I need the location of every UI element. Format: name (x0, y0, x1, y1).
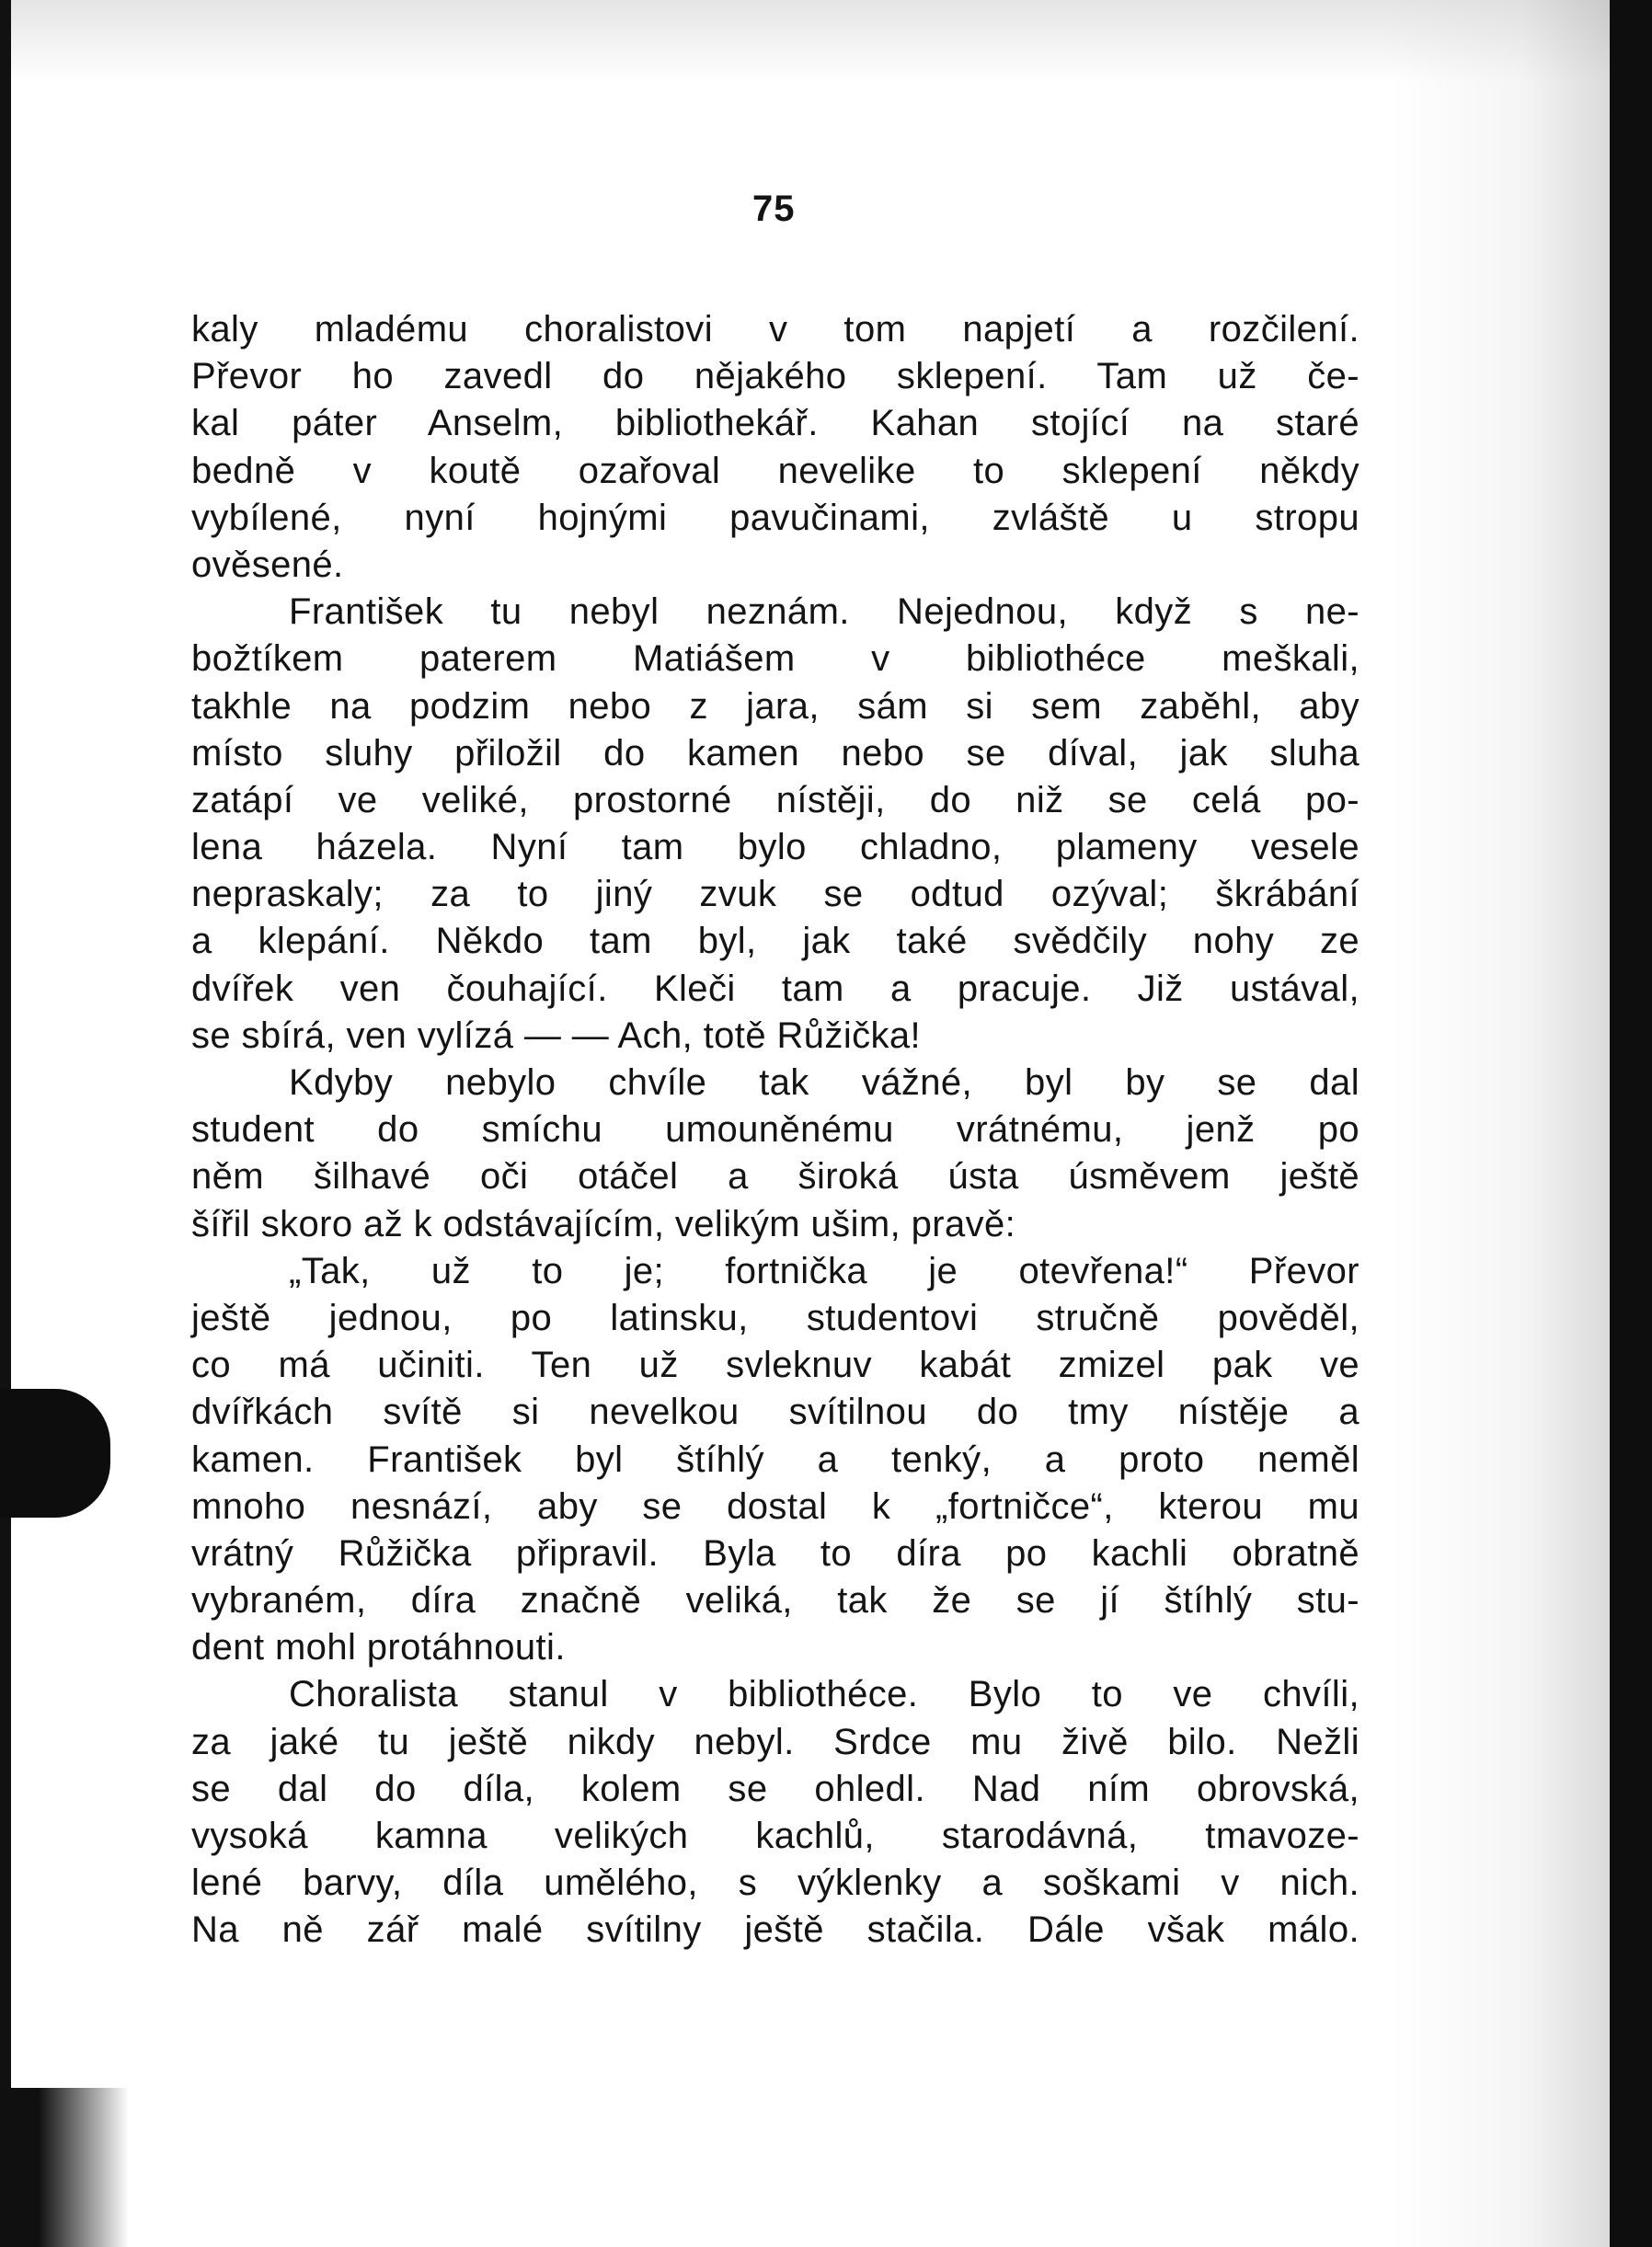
text-line: dvířek ven čouhající. Kleči tam a pracuje. Již ustával, (191, 968, 1359, 1009)
text-line: kaly mladému choralistovi v tom napjetí a rozčilení. (191, 309, 1359, 350)
text-line: dent mohl protáhnouti. (191, 1627, 566, 1668)
text-line: kal páter Anselm, bibliothekář. Kahan stojící na staré (191, 403, 1359, 444)
text-line: „Tak, už to je; fortnička je otevřena!“ Převor (289, 1250, 1359, 1291)
text-line: ověsené. (191, 544, 344, 585)
text-line: dvířkách svítě si nevelkou svítilnou do tmy nístěje a (191, 1392, 1359, 1433)
text-line: František tu nebyl neznám. Nejednou, když s ne- (289, 591, 1359, 633)
text-line: za jaké tu ještě nikdy nebyl. Srdce mu živě bilo. Nežli (191, 1721, 1359, 1762)
scan-shadow-bottom-left (0, 2088, 129, 2247)
text-line: vybílené, nyní hojnými pavučinami, zvláště u stropu (191, 497, 1359, 538)
text-line: lena házela. Nyní tam bylo chladno, plameny vesele (191, 827, 1359, 868)
text-line: Na ně zář malé svítilny ještě stačila. Dále však málo. (191, 1909, 1359, 1951)
text-line: zatápí ve veliké, prostorné nístěji, do niž se celá po- (191, 779, 1359, 820)
scan-shadow-right (1610, 0, 1652, 2247)
text-line: šířil skoro až k odstávajícím, velikým ušim, pravě: (191, 1203, 1016, 1244)
scan-blot-left (0, 1389, 110, 1518)
page-number: 75 (752, 189, 796, 229)
text-line: něm šilhavé oči otáčel a široká ústa úsměvem ještě (191, 1156, 1359, 1198)
text-line: Choralista stanul v bibliothéce. Bylo to ve chvíli, (289, 1674, 1359, 1715)
text-line: vrátný Růžička připravil. Byla to díra po kachli obratně (191, 1532, 1359, 1574)
text-line: kamen. František byl štíhlý a tenký, a proto neměl (191, 1439, 1359, 1480)
text-line: vybraném, díra značně veliká, tak že se jí štíhlý stu- (191, 1580, 1359, 1622)
text-line: co má učiniti. Ten už svleknuv kabát zmizel pak ve (191, 1345, 1359, 1386)
text-line: bedně v koutě ozařoval nevelike to sklepení někdy (191, 450, 1359, 491)
text-line: božtíkem paterem Matiášem v bibliothéce meškali, (191, 638, 1359, 680)
text-line: se sbírá, ven vylízá — — Ach, totě Růžička! (191, 1015, 922, 1056)
text-line: se dal do díla, kolem se ohledl. Nad ním obrovská, (191, 1768, 1359, 1809)
text-line: místo sluhy přiložil do kamen nebo se díval, jak sluha (191, 732, 1359, 774)
body-text (191, 306, 1359, 1955)
scan-shadow-left (0, 0, 11, 2247)
text-line: nepraskaly; za to jiný zvuk se odtud ozýval; škrábání (191, 874, 1359, 915)
text-line: student do smíchu umouněnému vrátnému, jenž po (191, 1109, 1359, 1151)
text-line: takhle na podzim nebo z jara, sám si sem zaběhl, aby (191, 685, 1359, 727)
text-line: vysoká kamna velikých kachlů, starodávná, tmavoze- (191, 1816, 1359, 1856)
text-line: a klepání. Někdo tam byl, jak také svědčily nohy ze (191, 921, 1359, 962)
text-line: Kdyby nebylo chvíle tak vážné, byl by se dal (289, 1062, 1359, 1103)
text-line: mnoho nesnází, aby se dostal k „fortničce“, kterou mu (191, 1485, 1359, 1527)
text-line: ještě jednou, po latinsku, studentovi stručně pověděl, (191, 1297, 1359, 1338)
text-line: lené barvy, díla umělého, s výklenky a soškami v nich. (191, 1863, 1359, 1904)
scan-fade-right (1389, 0, 1610, 2247)
text-line: Převor ho zavedl do nějakého sklepení. Tam už če- (191, 356, 1359, 397)
